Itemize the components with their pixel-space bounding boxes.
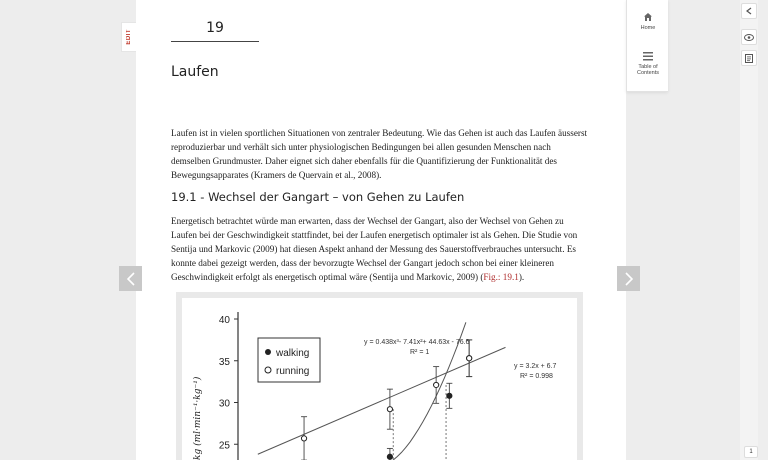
y-tick-label: 25: [218, 440, 230, 452]
notes-button[interactable]: [741, 50, 757, 66]
figure-19-1: [176, 292, 583, 460]
chapter-title: Laufen: [171, 64, 219, 80]
view-toggle-button[interactable]: [741, 29, 757, 45]
intro-paragraph: Laufen ist in vielen sportlichen Situationen von zentraler Bedeutung. Wie das Gehen ist auch das Laufen äusserst reproduzierbar und verhält sich unter physiologischen Bedingungen bei allen gesunden Menschen nach demselben Grundmuster. Daher eignet sich daher ebenfalls für die Quantifizierung der Funktionalität des Bewegungsapparates (Kramers de Quervain et al., 2008).: [171, 128, 588, 180]
toc-label-line-1: Table of: [638, 64, 658, 70]
linear-fit-r2: R² = 0.998: [520, 373, 553, 380]
y-tick-label: 40: [218, 315, 230, 326]
edit-tab[interactable]: [121, 22, 136, 52]
chevron-left-icon: [126, 272, 136, 286]
section-title: 19.1 - Wechsel der Gangart – von Gehen zu Laufen: [171, 190, 465, 204]
walking-data-point: [387, 454, 392, 459]
chart-background: [182, 298, 577, 460]
section-paragraph-end: ).: [518, 272, 525, 282]
collapse-panel-button[interactable]: [741, 3, 757, 19]
y-tick-label: 35: [218, 356, 230, 368]
y-tick-label: 30: [218, 398, 230, 410]
page-indicator: 1: [744, 446, 758, 458]
y-axis-label: kg (ml·min⁻¹·kg⁻¹): [193, 376, 203, 460]
chevron-left-icon: [746, 7, 752, 15]
edit-tab-label: EDIT: [126, 29, 132, 45]
home-label: Home: [640, 25, 656, 31]
running-data-point: [434, 382, 439, 387]
section-paragraph: [171, 214, 591, 284]
side-panel: [626, 0, 668, 92]
next-page-button[interactable]: [617, 266, 640, 291]
linear-fit-equation: y = 3.2x + 6.7: [514, 363, 557, 370]
walking-data-point: [447, 393, 452, 398]
home-icon: [643, 12, 653, 22]
legend-running-label: running: [276, 366, 310, 377]
legend-walking-marker: [265, 349, 271, 355]
previous-page-button[interactable]: [119, 266, 142, 291]
right-toolbar: [740, 0, 758, 460]
chapter-number: 19: [171, 20, 259, 42]
chart-legend: [258, 338, 320, 382]
legend-running-marker: [265, 367, 271, 373]
chevron-right-icon: [624, 272, 634, 286]
cubic-fit-equation: y = 0.438x³- 7.41x²+ 44.63x - 76.6: [364, 339, 470, 346]
home-button[interactable]: [627, 12, 669, 31]
running-data-point: [301, 436, 306, 441]
legend-walking-label: walking: [276, 348, 310, 359]
cubic-fit-r2: R² = 1: [410, 349, 430, 356]
oxygen-uptake-chart: [182, 298, 577, 460]
book-page: [136, 0, 626, 460]
figure-link[interactable]: Fig.: 19.1: [483, 272, 519, 282]
list-icon: [643, 52, 653, 61]
table-of-contents-button[interactable]: [627, 52, 669, 76]
running-data-point: [387, 407, 392, 412]
scrollbar[interactable]: [758, 0, 768, 460]
toc-label-line-2: Contents: [636, 70, 659, 76]
eye-icon: [744, 34, 754, 41]
running-data-point: [467, 356, 472, 361]
document-icon: [745, 54, 753, 63]
section-paragraph-text: Energetisch betrachtet würde man erwarten, dass der Wechsel der Gangart, also der Wechsel von Gehen zu Laufen bei der Geschwindigkeit stattfindet, bei der Laufen energetisch optimaler ist als Gehen. Die Studie von Sentija und Markovic (2009) hat diesen Aspekt anhand der Messung des Sauerstoffverbrauches untersucht. Es konnte dabei gezeigt werden, dass der bevorzugte Wechsel der Gangart jedoch schon bei einer kleineren Geschwindigkeit erfolgt als energetisch optimal wäre (Sentija und Markovic, 2009) (: [171, 216, 578, 282]
